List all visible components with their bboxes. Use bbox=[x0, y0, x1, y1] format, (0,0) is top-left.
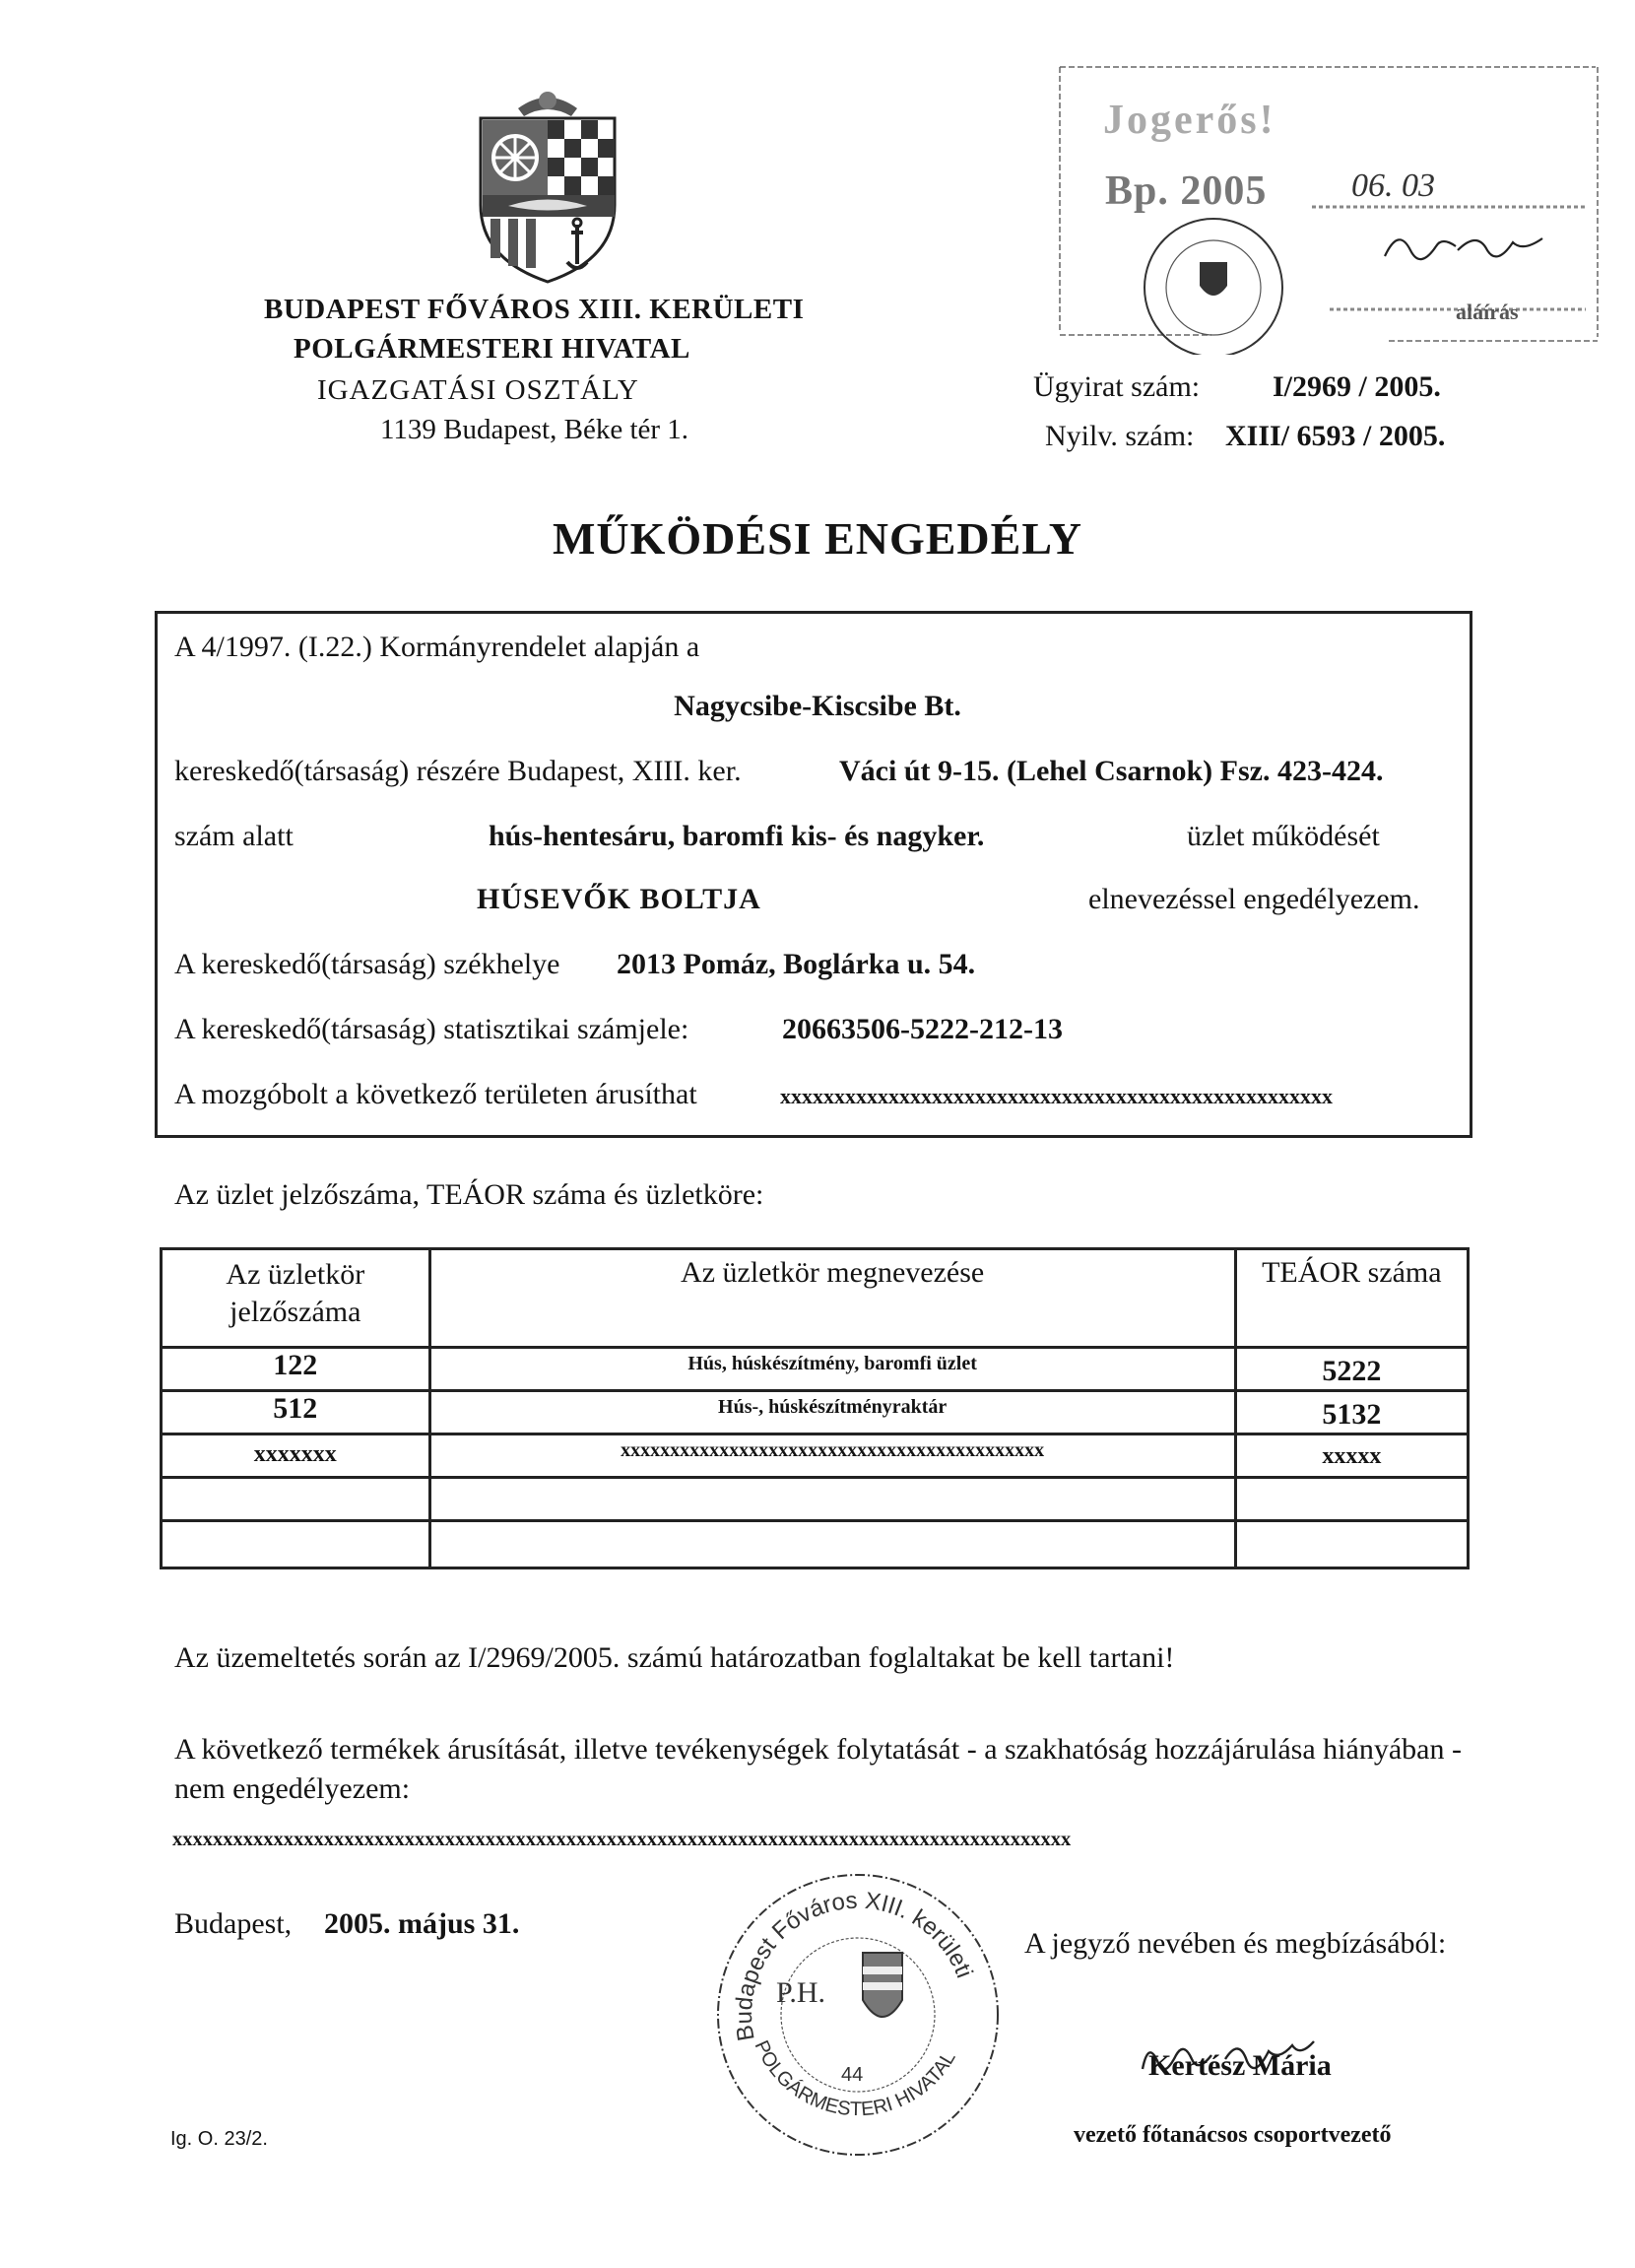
shop-name: HÚSEVŐK BOLTJA bbox=[477, 883, 761, 915]
legal-basis-text: A 4/1997. (I.22.) Kormányrendelet alapján a bbox=[174, 631, 700, 663]
naming-label: elnevezéssel engedélyezem. bbox=[1088, 883, 1420, 915]
row-teaor: 5132 bbox=[1235, 1391, 1468, 1434]
form-code: Ig. O. 23/2. bbox=[170, 2128, 268, 2150]
row-scope-name bbox=[429, 1478, 1235, 1521]
header-teaor: TEÁOR száma bbox=[1235, 1249, 1468, 1348]
seal-bottom-text: POLGÁRMESTERI HIVATAL bbox=[750, 2036, 960, 2121]
row-scope-name: Hús-, húskészítményraktár bbox=[429, 1391, 1235, 1434]
table-row bbox=[162, 1348, 1469, 1391]
row-code bbox=[162, 1478, 430, 1521]
stamp-signature-label: aláírás bbox=[1456, 300, 1519, 324]
row-code: 512 bbox=[162, 1391, 430, 1434]
table-header-row bbox=[162, 1249, 1469, 1348]
stamp-handwritten-date: 06. 03 bbox=[1351, 167, 1435, 204]
row-scope-name: xxxxxxxxxxxxxxxxxxxxxxxxxxxxxxxxxxxxxxxxxxx bbox=[429, 1434, 1235, 1478]
signer-title: vezető főtanácsos csoportvezető bbox=[1074, 2122, 1392, 2148]
department-name: IGAZGATÁSI OSZTÁLY bbox=[317, 374, 639, 406]
trader-label: kereskedő(társaság) részére Budapest, XIII. ker. bbox=[174, 755, 742, 787]
statistical-number-value: 20663506-5222-212-13 bbox=[782, 1013, 1063, 1045]
case-number-label: Ügyirat szám: bbox=[1033, 370, 1201, 403]
row-scope-name: Hús, húskészítmény, baromfi üzlet bbox=[429, 1348, 1235, 1391]
restriction-text: A következő termékek árusítását, illetve tevékenységek folytatását - a szakhatóság hozzájárulása hiányában - nem engedélyezem: bbox=[174, 1733, 1462, 1805]
row-code bbox=[162, 1521, 430, 1568]
table-row bbox=[162, 1521, 1469, 1568]
row-teaor: 5222 bbox=[1235, 1348, 1468, 1391]
table-row bbox=[162, 1478, 1469, 1521]
number-label: szám alatt bbox=[174, 820, 294, 852]
case-number-value: I/2969 / 2005. bbox=[1273, 370, 1441, 403]
seal-arc-text: Budapest Főváros XIII. kerületi bbox=[730, 1887, 978, 2043]
row-teaor bbox=[1235, 1478, 1468, 1521]
row-teaor bbox=[1235, 1521, 1468, 1568]
mobile-shop-area-label: A mozgóbolt a következő területen árusíthat bbox=[174, 1078, 697, 1110]
place-label: Budapest, bbox=[174, 1907, 293, 1940]
svg-text:Budapest Főváros XIII. kerület bbox=[731, 1888, 978, 2043]
signer-name: Kertész Mária bbox=[1148, 2049, 1332, 2082]
seat-address: 2013 Pomáz, Boglárka u. 54. bbox=[617, 948, 976, 980]
mobile-shop-area-value: xxxxxxxxxxxxxxxxxxxxxxxxxxxxxxxxxxxxxxxxxxxxxxxxxxx bbox=[780, 1084, 1333, 1108]
goods-type: hús-hentesáru, baromfi kis- és nagyker. bbox=[489, 820, 985, 852]
seal-number: 44 bbox=[841, 2064, 864, 2086]
seal-ph-label: P.H. bbox=[776, 1976, 826, 2009]
seat-label: A kereskedő(társaság) székhelye bbox=[174, 948, 560, 980]
stamp-place-year: Bp. 2005 bbox=[1105, 168, 1268, 214]
company-name: Nagycsibe-Kiscsibe Bt. bbox=[674, 690, 961, 722]
row-code: xxxxxxx bbox=[162, 1434, 430, 1478]
operation-note: Az üzemeltetés során az I/2969/2005. számú határozatban foglaltakat be kell tartani! bbox=[174, 1641, 1175, 1674]
row-scope-name bbox=[429, 1521, 1235, 1568]
business-scope-table bbox=[160, 1247, 1470, 1569]
stamp-label: Jogerős! bbox=[1103, 98, 1276, 143]
office-name-line-1: BUDAPEST FŐVÁROS XIII. KERÜLETI bbox=[264, 294, 805, 325]
registration-number-label: Nyilv. szám: bbox=[1045, 420, 1195, 452]
document-title: MŰKÖDÉSI ENGEDÉLY bbox=[552, 513, 1083, 564]
issue-date: 2005. május 31. bbox=[324, 1907, 520, 1940]
header-code: Az üzletkör jelzőszáma bbox=[162, 1249, 430, 1348]
office-address: 1139 Budapest, Béke tér 1. bbox=[380, 414, 689, 445]
district-coat-of-arms-logo bbox=[469, 87, 626, 284]
registration-number-value: XIII/ 6593 / 2005. bbox=[1225, 420, 1446, 452]
statistical-number-label: A kereskedő(társaság) statisztikai számjele: bbox=[174, 1013, 689, 1045]
final-approval-stamp bbox=[1054, 59, 1602, 355]
office-name-line-2: POLGÁRMESTERI HIVATAL bbox=[294, 333, 690, 365]
shop-operation-label: üzlet működését bbox=[1187, 820, 1380, 852]
official-round-seal bbox=[715, 1872, 1001, 2158]
table-intro: Az üzlet jelzőszáma, TEÁOR száma és üzletköre: bbox=[174, 1178, 764, 1211]
restriction-xs: xxxxxxxxxxxxxxxxxxxxxxxxxxxxxxxxxxxxxxxxxxxxxxxxxxxxxxxxxxxxxxxxxxxxxxxxxxxxxxxxxxxxxxxxx bbox=[172, 1829, 1072, 1850]
row-teaor: xxxxx bbox=[1235, 1434, 1468, 1478]
table-row bbox=[162, 1391, 1469, 1434]
row-code: 122 bbox=[162, 1348, 430, 1391]
table-row bbox=[162, 1434, 1469, 1478]
header-scope-name: Az üzletkör megnevezése bbox=[429, 1249, 1235, 1348]
shop-location: Váci út 9-15. (Lehel Csarnok) Fsz. 423-424. bbox=[839, 755, 1384, 787]
on-behalf-label: A jegyző nevében és megbízásából: bbox=[1024, 1927, 1447, 1960]
